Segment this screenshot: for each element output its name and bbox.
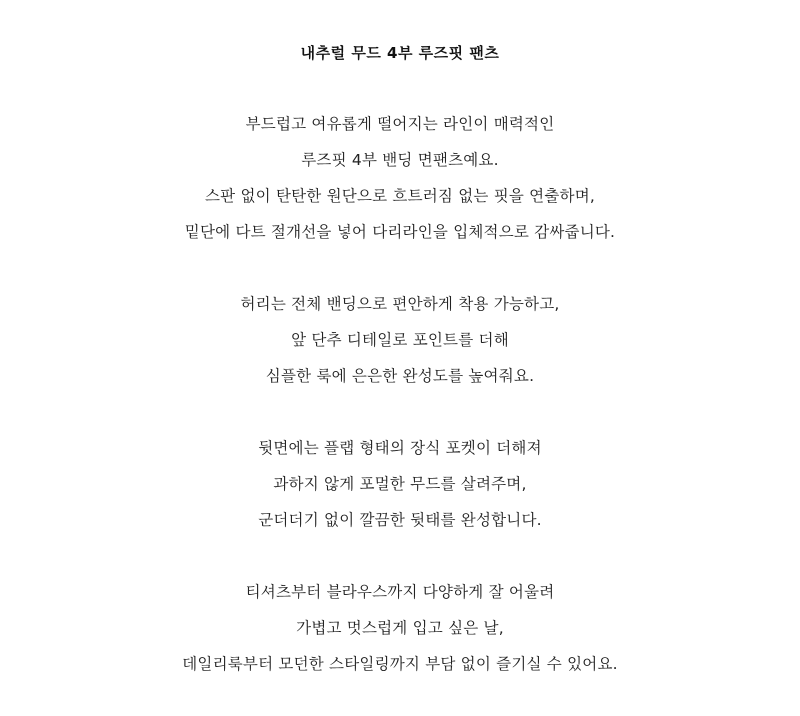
description-line: 데일리룩부터 모던한 스타일링까지 부담 없이 즐기실 수 있어요.: [182, 655, 618, 673]
description-paragraph-2: [0, 286, 800, 394]
description-paragraph-1: [0, 106, 800, 250]
description-line: 루즈핏 4부 밴딩 면팬츠예요.: [301, 151, 499, 169]
description-line: 앞 단추 디테일로 포인트를 더해: [291, 331, 509, 349]
description-line: 가볍고 멋스럽게 입고 싶은 날,: [296, 619, 504, 637]
description-paragraph-4: [0, 574, 800, 682]
description-line: 뒷면에는 플랩 형태의 장식 포켓이 더해져: [258, 439, 542, 457]
description-paragraph-3: [0, 430, 800, 538]
description-line: 티셔츠부터 블라우스까지 다양하게 잘 어울려: [245, 583, 555, 601]
product-title: 내추럴 무드 4부 루즈핏 팬츠: [300, 44, 500, 62]
description-line: 군더더기 없이 깔끔한 뒷태를 완성합니다.: [258, 511, 542, 529]
description-line: 심플한 룩에 은은한 완성도를 높여줘요.: [265, 367, 535, 385]
description-line: 스판 없이 탄탄한 원단으로 흐트러짐 없는 핏을 연출하며,: [205, 187, 595, 205]
description-line: 허리는 전체 밴딩으로 편안하게 착용 가능하고,: [240, 295, 560, 313]
description-line: 밑단에 다트 절개선을 넣어 다리라인을 입체적으로 감싸줍니다.: [184, 223, 616, 241]
description-line: 과하지 않게 포멀한 무드를 살려주며,: [273, 475, 527, 493]
description-line: 부드럽고 여유롭게 떨어지는 라인이 매력적인: [245, 115, 555, 133]
